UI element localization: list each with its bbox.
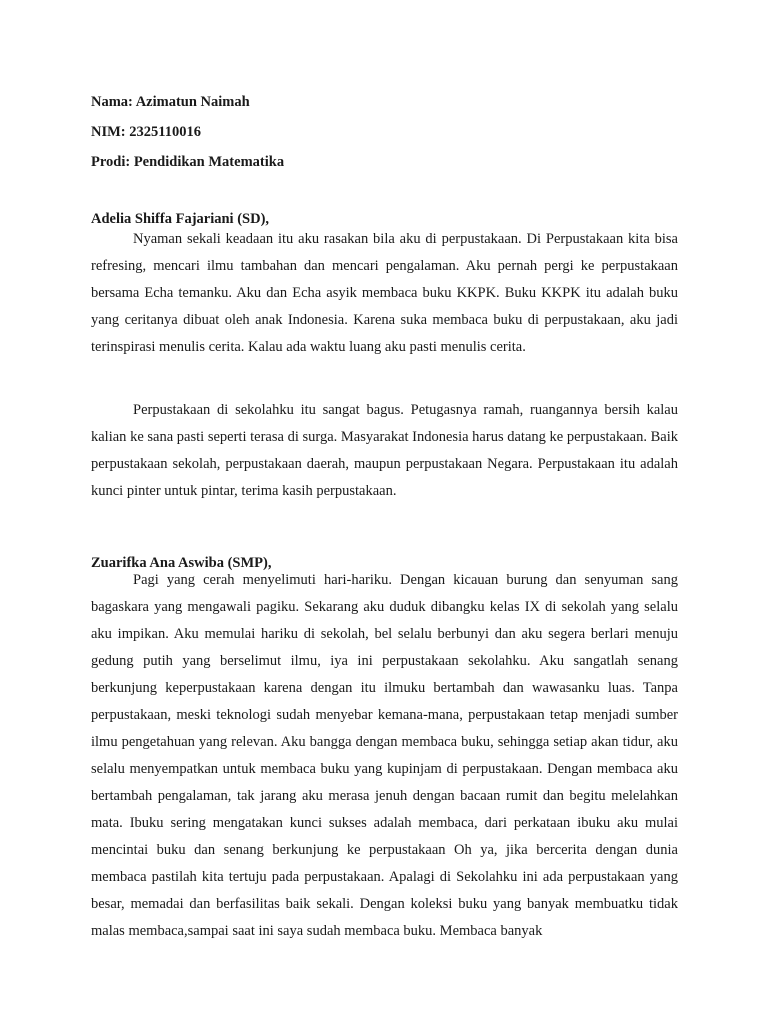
paragraph-smp-1: Pagi yang cerah menyelimuti hari-hariku. Dengan kicauan burung dan senyuman sang bagaskara yang mengawali pagiku. Sekarang aku duduk dibangku kelas IX di sekolah yang selalu aku impikan. Aku memulai hariku di sekolah, bel selalu berbunyi dan aku segera berlari menuju gedung putih yang berselimut ilmu, iya ini perpustakaan sekolahku. Aku sangatlah senang berkunjung keperpustakaan karena dengan itu ilmuku bertambah dan wawasanku luas. Tanpa perpustakaan, meski teknologi sudah menyebar kemana-mana, perpustakaan tetap menjadi sumber ilmu pengetahuan yang relevan. Aku bangga dengan membaca buku, sehingga setiap akan tidur, aku selalu menyempatkan untuk membaca buku yang kupinjam di perpustakaan. Dengan membaca aku bertambah pengalaman, tak jarang aku merasa jenuh dengan bacaan rumit dan begitu melelahkan mata. Ibuku sering mengatakan kunci sukses adalah membaca, dari perkataan ibuku aku mulai mencintai buku dan senang berkunjung ke perpustakaan Oh ya, jika bercerita dengan dunia membaca pastilah kita tertuju pada perpustakaan. Apalagi di Sekolahku ini ada perpustakaan yang besar, memadai dan berfasilitas baik sekali. Dengan koleksi buku yang banyak membuatku tidak malas membaca,sampai saat ini saya sudah membaca buku. Membaca banyak: [91, 572, 678, 939]
student-name: Nama: Azimatun Naimah: [91, 94, 250, 110]
paragraph-sd-1: Nyaman sekali keadaan itu aku rasakan bila aku di perpustakaan. Di Perpustakaan kita bisa refresing, mencari ilmu tambahan dan mencari pengalaman. Aku pernah pergi ke perpustakaan bersama Echa temanku. Aku dan Echa asyik membaca buku KKPK. Buku KKPK itu adalah buku yang ceritanya dibuat oleh anak Indonesia. Karena suka membaca buku di perpustakaan, aku jadi terinspirasi menulis cerita. Kalau ada waktu luang aku pasti menulis cerita.: [91, 231, 678, 355]
section-title-smp: Zuarifka Ana Aswiba (SMP),: [91, 555, 272, 571]
student-nim: NIM: 2325110016: [91, 124, 201, 140]
section-title-sd: Adelia Shiffa Fajariani (SD),: [91, 211, 270, 227]
paragraph-sd-2: Perpustakaan di sekolahku itu sangat bagus. Petugasnya ramah, ruangannya bersih kalau kalian ke sana pasti seperti terasa di surga. Masyarakat Indonesia harus datang ke perpustakaan. Baik perpustakaan sekolah, perpustakaan daerah, maupun perpustakaan Negara. Perpustakaan itu adalah kunci pinter untuk pintar, terima kasih perpustakaan.: [91, 402, 678, 499]
student-prodi: Prodi: Pendidikan Matematika: [91, 154, 285, 170]
